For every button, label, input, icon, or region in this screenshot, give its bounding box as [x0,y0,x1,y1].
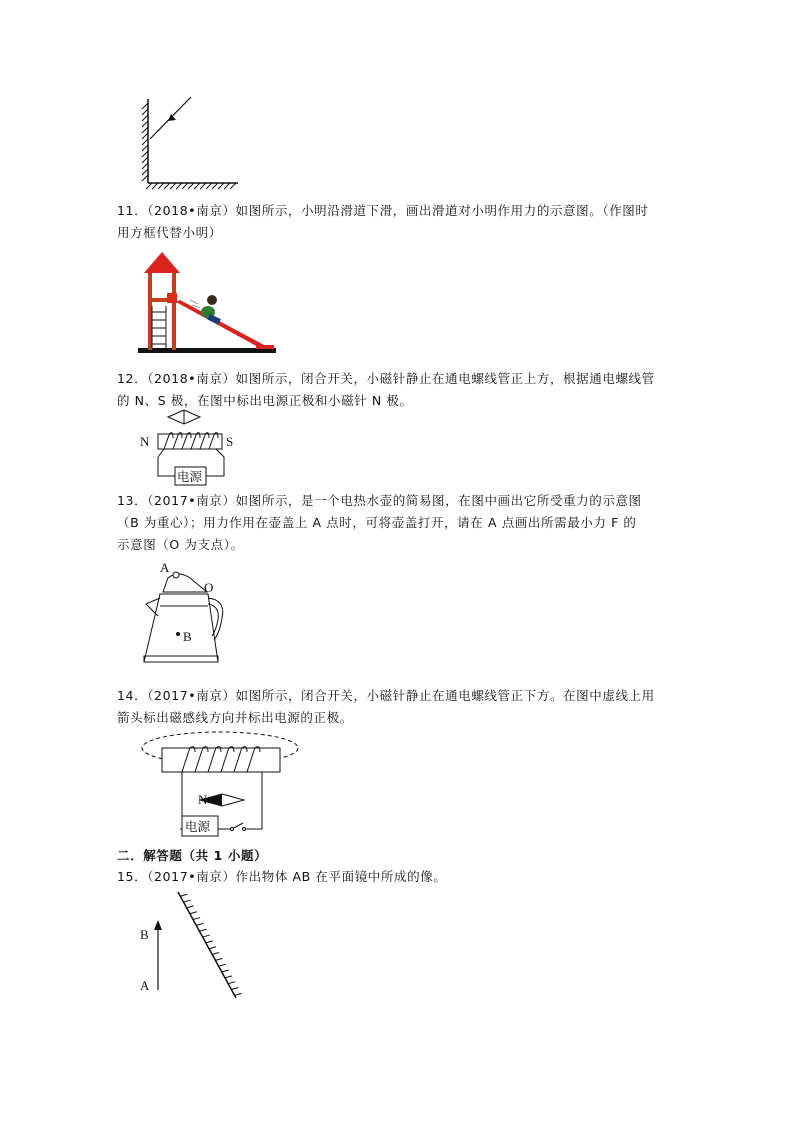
q11-line2: 用方框代替小明） [117,225,222,240]
q13-line3: 示意图（O 为支点）。 [117,537,244,552]
kettle-figure [132,556,232,674]
q15-label-b: B [140,927,149,942]
q11-line1: 11．（2018•南京）如图所示，小明沿滑道下滑，画出滑道对小明作用力的示意图。（作图时 [117,203,649,218]
question-14 [117,685,677,729]
solenoid-figure-12 [138,405,248,487]
question-15 [117,866,677,888]
question-13 [117,490,677,556]
q12-line2: 的 N、S 极，在图中标出电源正极和小磁针 N 极。 [117,393,413,408]
q14-power-label: 电源 [185,819,211,834]
q13-line2: （B 为重心）；用力作用在壶盖上 A 点时，可将壶盖打开，请在 A 点画出所需最小力 F 的 [117,515,637,530]
slide-figure [138,250,278,358]
q13-line1: 13．（2017•南京）如图所示，是一个电热水壶的简易图，在图中画出它所受重力的示意图 [117,493,642,508]
q14-label-n: N [198,792,208,807]
q14-line1: 14．（2017•南京）如图所示，闭合开关，小磁针静止在通电螺线管正下方。在图中虚线上用 [117,688,655,703]
q12-label-s: S [226,434,234,449]
q13-label-a: A [160,560,170,575]
q12-label-n: N [140,434,150,449]
q13-label-b: B [183,629,192,644]
q13-label-o: O [204,580,214,595]
q12-power-label: 电源 [177,469,203,484]
corner-mirror-figure [138,95,243,190]
section-heading: 二．解答题（共 1 小题） [117,848,268,863]
q14-line2: 箭头标出磁感线方向并标出电源的正极。 [117,710,353,725]
boy-head [207,295,217,305]
mirror-ab-figure [138,890,248,1002]
question-11 [117,200,677,244]
center-of-gravity [176,632,180,636]
q15-label-a: A [140,978,150,993]
solenoid-figure-14 [140,726,302,841]
q15-line1: 15．（2017•南京）作出物体 AB 在平面镜中所成的像。 [117,869,447,884]
q12-line1: 12．（2018•南京）如图所示，闭合开关，小磁针静止在通电螺线管正上方，根据通电螺线管 [117,371,655,386]
